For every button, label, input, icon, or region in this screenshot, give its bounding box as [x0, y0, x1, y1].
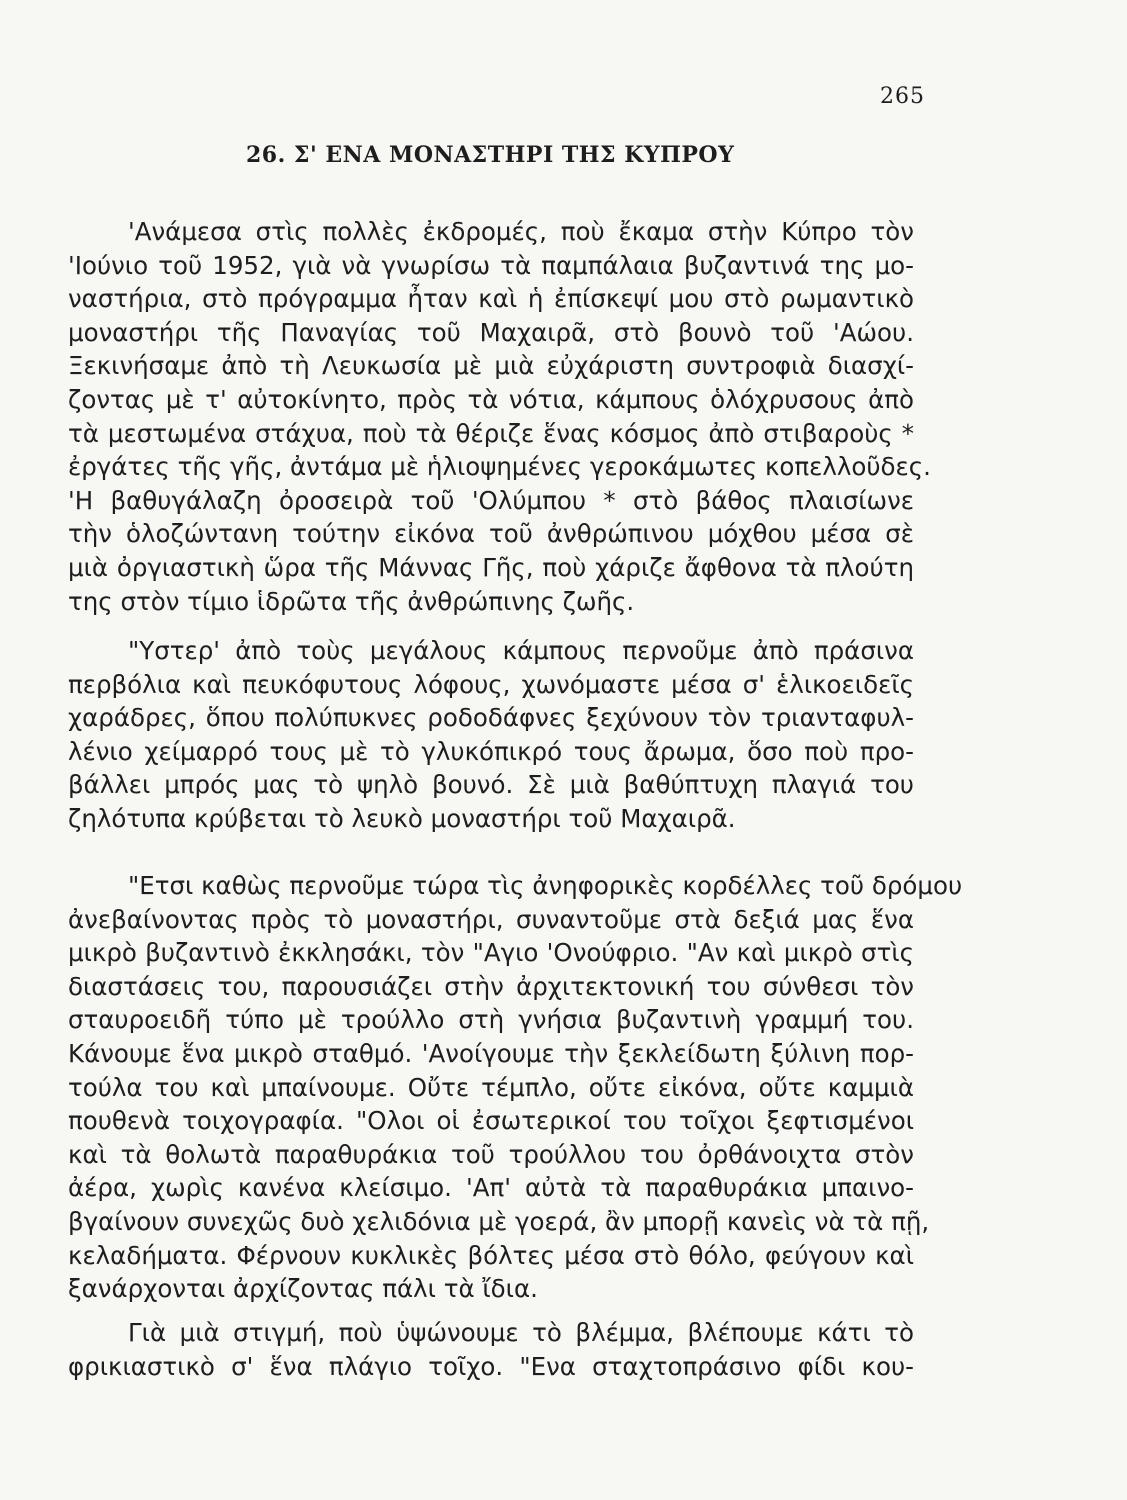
- text-line: τὰ μεστωμένα στάχυα, ποὺ τὰ θέριζε ἕνας κόσμος ἀπὸ στιβαροὺς *: [68, 418, 914, 448]
- text-line: βγαίνουν συνεχῶς δυὸ χελιδόνια μὲ γοερά, ἂν μπορῇ κανεὶς νὰ τὰ πῇ,: [68, 1206, 930, 1236]
- text-line: διαστάσεις του, παρουσιάζει στὴν ἀρχιτεκτονική του σύνθεσι τὸν: [68, 971, 914, 1001]
- text-line: βάλλει μπρός μας τὸ ψηλὸ βουνό. Σὲ μιὰ βαθύπτυχη πλαγιά του: [68, 770, 914, 800]
- text-line: μικρὸ βυζαντινὸ ἐκκλησάκι, τὸν "Αγιο 'Ονούφριο. "Αν καὶ μικρὸ στὶς: [68, 938, 914, 968]
- text-line: 'Η βαθυγάλαζη ὀροσειρὰ τοῦ 'Ολύμπου * στὸ βάθος πλαισίωνε: [68, 485, 914, 515]
- text-line: φρικιαστικὸ σ' ἕνα πλάγιο τοῖχο. "Ενα σταχτοπράσινο φίδι κου-: [68, 1351, 914, 1381]
- text-line: μοναστήρι τῆς Παναγίας τοῦ Μαχαιρᾶ, στὸ βουνὸ τοῦ 'Αώου.: [68, 317, 914, 347]
- text-line: της στὸν τίμιο ἱδρῶτα τῆς ἀνθρώπινης ζωῆς.: [68, 586, 635, 616]
- text-line: χαράδρες, ὅπου πολύπυκνες ροδοδάφνες ξεχύνουν τὸν τριανταφυλ-: [68, 703, 914, 733]
- text-line: κελαδήματα. Φέρνουν κυκλικὲς βόλτες μέσα στὸ θόλο, φεύγουν καὶ: [68, 1240, 914, 1270]
- paragraph: [68, 1316, 914, 1383]
- text-line: περβόλια καὶ πευκόφυτους λόφους, χωνόμαστε μέσα σ' ἑλικοειδεῖς: [68, 669, 914, 699]
- page-number: 265: [880, 84, 925, 109]
- text-line: 'Ανάμεσα στὶς πολλὲς ἐκδρομές, ποὺ ἔκαμα στὴν Κύπρο τὸν: [128, 217, 914, 246]
- text-line: ζηλότυπα κρύβεται τὸ λευκὸ μοναστήρι τοῦ Μαχαιρᾶ.: [68, 803, 736, 833]
- text-line: 'Ιούνιο τοῦ 1952, γιὰ νὰ γνωρίσω τὰ παμπάλαια βυζαντινά της μο-: [68, 250, 914, 280]
- chapter-title: 26. Σ' ΕΝΑ ΜΟΝΑΣΤΗΡΙ ΤΗΣ ΚΥΠΡΟΥ: [246, 142, 735, 168]
- text-line: "Υστερ' ἀπὸ τοὺς μεγάλους κάμπους περνοῦμε ἀπὸ πράσινα: [128, 636, 914, 665]
- text-line: ἀνεβαίνοντας πρὸς τὸ μοναστήρι, συναντοῦμε στὰ δεξιά μας ἕνα: [68, 904, 914, 934]
- text-line: Ξεκινήσαμε ἀπὸ τὴ Λευκωσία μὲ μιὰ εὐχάριστη συντροφιὰ διασχί-: [68, 351, 914, 381]
- text-line: "Ετσι καθὼς περνοῦμε τώρα τὶς ἀνηφορικὲς κορδέλλες τοῦ δρόμου: [128, 871, 963, 900]
- paragraph: [68, 215, 931, 618]
- text-line: καὶ τὰ θολωτὰ παραθυράκια τοῦ τρούλλου του ὀρθάνοιχτα στὸν: [68, 1139, 914, 1169]
- text-line: πουθενὰ τοιχογραφία. "Ολοι οἱ ἐσωτερικοί του τοῖχοι ξεφτισμένοι: [68, 1106, 914, 1136]
- text-line: ζοντας μὲ τ' αὐτοκίνητο, πρὸς τὰ νότια, κάμπους ὁλόχρυσους ἀπὸ: [68, 384, 914, 414]
- text-line: σταυροειδῆ τύπο μὲ τρούλλο στὴ γνήσια βυζαντινὴ γραμμή του.: [68, 1005, 914, 1035]
- text-line: τούλα του καὶ μπαίνουμε. Οὔτε τέμπλο, οὔτε εἰκόνα, οὔτε καμμιὰ: [68, 1072, 914, 1102]
- text-line: ἐργάτες τῆς γῆς, ἀντάμα μὲ ἡλιοψημένες γεροκάμωτες κοπελλοῦδες.: [68, 452, 931, 482]
- text-line: μιὰ ὀργιαστικὴ ὥρα τῆς Μάννας Γῆς, ποὺ χάριζε ἄφθονα τὰ πλούτη: [68, 552, 914, 582]
- text-line: Κάνουμε ἕνα μικρὸ σταθμό. 'Ανοίγουμε τὴν ξεκλείδωτη ξύλινη πορ-: [68, 1038, 914, 1068]
- text-line: τὴν ὁλοζώντανη τούτην εἰκόνα τοῦ ἀνθρώπινου μόχθου μέσα σὲ: [68, 519, 914, 549]
- text-line: λένιο χείμαρρό τους μὲ τὸ γλυκόπικρό τους ἄρωμα, ὅσο ποὺ προ-: [68, 736, 914, 766]
- text-line: Γιὰ μιὰ στιγμή, ποὺ ὑψώνουμε τὸ βλέμμα, βλέπουμε κάτι τὸ: [128, 1318, 914, 1347]
- paragraph: [68, 634, 914, 836]
- text-line: ξανάρχονται ἀρχίζοντας πάλι τὰ ἴδια.: [68, 1274, 538, 1304]
- text-line: ἀέρα, χωρὶς κανένα κλείσιμο. 'Απ' αὐτὰ τὰ παραθυράκια μπαινο-: [68, 1173, 914, 1203]
- text-line: ναστήρια, στὸ πρόγραμμα ἦταν καὶ ἡ ἐπίσκεψί μου στὸ ρωμαντικὸ: [68, 284, 914, 314]
- paragraph: [68, 869, 963, 1306]
